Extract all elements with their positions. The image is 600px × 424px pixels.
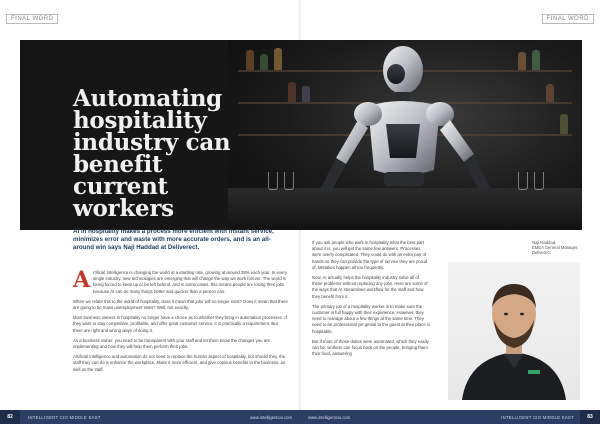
paragraph: When we relate this to the world of hospitality, does it mean that jobs will no longer exist? Does it mean that there are going to be mass unemployment rates? Well, not exactly. (73, 298, 288, 311)
paragraph: Artificial Intelligence is changing the world at a startling rate, growing at around 38% each year. In every single industry, new technologies are emerging that will change the way we work forever. The world is being forced to keep up or be left behind. And in some cases, this means people are losing their jobs because AI can do many things better and quicker than a person can. (73, 267, 288, 294)
section-tag-right: FINAL WORD (542, 14, 594, 24)
paragraph: The primary job of a hospitality worker is to make sure the customer is full happy with their experience. However, they need to manage about a few things at the same time. They need to be professional yet genial to the guest at their place is hospitable. (312, 303, 431, 334)
portrait-caption (532, 240, 582, 256)
footer-left (0, 410, 300, 424)
hero-image-robot-bartender (228, 40, 582, 230)
paragraph: Now, AI actually helps the hospitality industry solve all of these problems without replacing any jobs. Here are some of the ways that AI streamlines workflow for the staff and how they benefit from it. (312, 275, 428, 299)
drop-cap: A (73, 267, 91, 293)
page-number-right: 83 (580, 410, 600, 424)
robot-figure (228, 40, 582, 230)
footer-url-right[interactable]: www.intelligentcio.com (308, 414, 351, 420)
paragraph: As a business owner, you need to be transparent with your staff and let them know the changes you are implementing and how they will help them perform their jobs. (73, 337, 270, 350)
paragraph: But if more of those duties were automated, which they easily can be, workers can focus back on the people, bringing them their food, answering (312, 338, 429, 357)
paragraph: If you ask people who work in hospitality what the best part about it is, you will get the same few answers. Processes were overly complicated. They could do with an extra pair of hands so they can provide the type of service they are proud of. Mistakes happen all too frequently. (312, 240, 428, 270)
person-photo-icon (448, 262, 580, 400)
article-standfirst: AI in hospitality makes a process more efficient with instant service, minimizes error and waste with more accurate orders, and is an all-around win says Naji Haddad at Deliverect. (73, 228, 274, 251)
body-column-left (73, 267, 288, 377)
section-tag-left: FINAL WORD (6, 14, 58, 24)
magazine-title-right: INTELLIGENT CIO MIDDLE EAST (501, 414, 574, 420)
author-portrait-block (440, 240, 580, 400)
portrait-photo (448, 262, 580, 400)
paragraph: Most business owners in hospitality no longer have a choice as to whether they bring in automation processes. If they want to stay competitive, profitable, and offer great customer service, it is practically a requirement. But there are right and wrong ways of doing it. (73, 315, 287, 333)
footer-right (300, 410, 600, 424)
page-number-left: 82 (0, 410, 20, 424)
footer-url-left[interactable]: www.intelligentcio.com (249, 414, 292, 420)
caption-role: EMEA General Manager, Deliverect (532, 245, 579, 256)
magazine-title-left: INTELLIGENT CIO MIDDLE EAST (28, 414, 101, 420)
caption-name: Naji Haddad, (532, 240, 557, 245)
body-column-right (312, 240, 430, 361)
article-headline: Automating hospitality industry can benefit current workers (73, 85, 231, 222)
paragraph: Artificial intelligence and automation do not need to replace the human aspect of hospitality, but should they, the staff they can do is enhance the workplace. Make it more efficient, and give copious benefits to the business, as well as the staff. (73, 354, 286, 372)
